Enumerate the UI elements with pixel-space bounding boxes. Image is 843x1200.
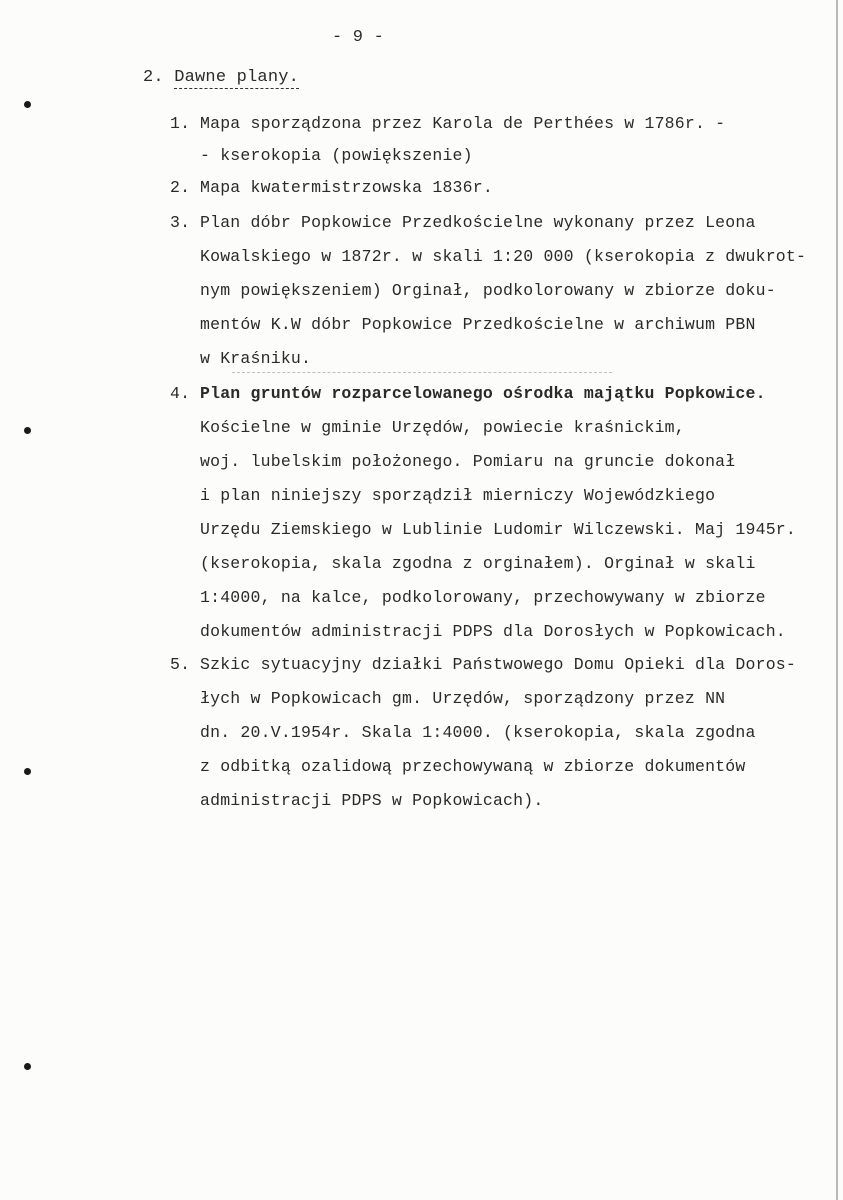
faint-mark — [232, 372, 612, 374]
section-title: Dawne plany. — [174, 68, 300, 87]
binding-hole — [24, 1063, 31, 1070]
page-number: - 9 - — [331, 28, 384, 47]
item-number: 1. — [170, 114, 191, 133]
item-text-line: z odbitką ozalidową przechowywaną w zbiorze dokumentów — [200, 757, 746, 776]
section-number: 2. — [143, 68, 164, 87]
item-text-line: nym powiększeniem) Orginał, podkolorowany w zbiorze doku- — [200, 281, 776, 300]
item-text-line: 1:4000, na kalce, podkolorowany, przechowywany w zbiorze — [200, 588, 766, 607]
item-number: 5. — [170, 655, 191, 674]
binding-hole — [24, 427, 31, 434]
item-text-line: łych w Popkowicach gm. Urzędów, sporządzony przez NN — [200, 689, 726, 708]
item-text-line: Plan dóbr Popkowice Przedkościelne wykonany przez Leona — [200, 213, 756, 232]
item-text-line: Urzędu Ziemskiego w Lublinie Ludomir Wilczewski. Maj 1945r. — [200, 520, 796, 539]
item-number: 2. — [170, 178, 191, 197]
binding-hole — [24, 768, 31, 775]
section-heading — [143, 68, 299, 87]
item-text-line: - kserokopia (powiększenie) — [200, 146, 473, 165]
page-edge — [836, 0, 838, 1200]
item-text-line: administracji PDPS w Popkowicach). — [200, 791, 544, 810]
item-number: 4. — [170, 384, 191, 403]
item-text-line: (kserokopia, skala zgodna z orginałem). Orginał w skali — [200, 554, 756, 573]
item-text-line: w Kraśniku. — [200, 349, 312, 368]
item-text-line: Mapa kwatermistrzowska 1836r. — [200, 178, 493, 197]
item-text-line: Szkic sytuacyjny działki Państwowego Domu Opieki dla Doros- — [200, 655, 796, 674]
item-text-line: Mapa sporządzona przez Karola de Perthées w 1786r. - — [200, 114, 726, 133]
item-text-line: Kowalskiego w 1872r. w skali 1:20 000 (kserokopia z dwukrot- — [200, 247, 807, 266]
item-text-line: Plan gruntów rozparcelowanego ośrodka majątku Popkowice. — [200, 384, 766, 403]
item-text-line: Kościelne w gminie Urzędów, powiecie kraśnickim, — [200, 418, 685, 437]
item-text-line: i plan niniejszy sporządził mierniczy Wojewódzkiego — [200, 486, 716, 505]
item-text-line: woj. lubelskim położonego. Pomiaru na gruncie dokonał — [200, 452, 736, 471]
item-text-line: dn. 20.V.1954r. Skala 1:4000. (kserokopia, skala zgodna — [200, 723, 756, 742]
item-number: 3. — [170, 213, 191, 232]
item-text-line: dokumentów administracji PDPS dla Dorosłych w Popkowicach. — [200, 622, 786, 641]
binding-hole — [24, 101, 31, 108]
item-text-line: mentów K.W dóbr Popkowice Przedkościelne w archiwum PBN — [200, 315, 756, 334]
